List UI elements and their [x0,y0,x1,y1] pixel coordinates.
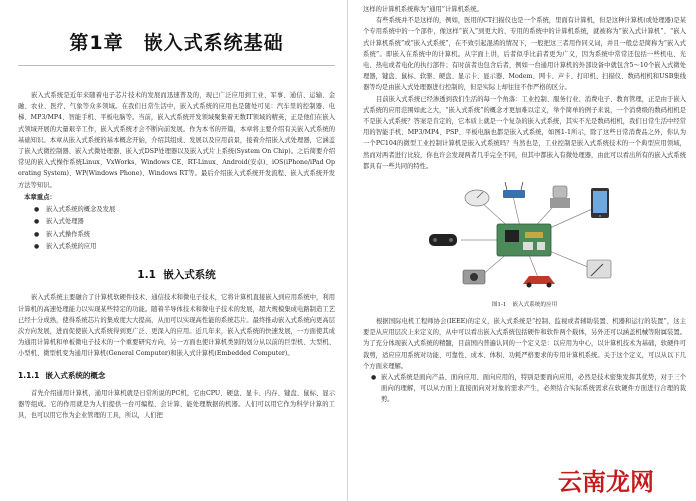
satellite-dish-icon [465,190,489,206]
router-icon [503,182,525,198]
body-paragraph: 这样的计算机系统称为“通用”计算机系统。 [363,6,483,13]
definition-bullet-text: 嵌入式系统是面向产品、面向应用、面向应用的，特别是要面向应用，必然是技术密集发挥其优势，对于三个面向的理解，可以从方面上直接面向对对象的需求产生，必须结合实际系统需求在软硬件方面进行合理的裁剪。 [381,374,686,404]
body-paragraph: 目前嵌入式系统已经渗透到我们生活的每一个角落：工业控制、服务行业、消费电子、教育管理，正是由于嵌入式系统的应用范围如此之大，“嵌入式系统”的概念才更加难以定义，举个简单的例子来说，一个消费级的数码相机是不是嵌入式系统？答案是肯定的，它本质上就是一个复杂的嵌入式系统，其实不光是数码相机，我们日常生活中经常用的智能手机、MP3/MP4、PSP、平板电脑也都是嵌入式系统，如图1-1所示，除了这些日常消费品之外，你认为一个PC104的微型工业控制计算机是嵌入式系统吗？当然也是，工业控制是嵌入式系统技术的一个典型应用领域，然而对两者进行比较，你也许会发现两者几乎完全不同，但其中都嵌入有微处理器，由此可以看出所有的嵌入式系统都具有一些共同的特性。 [363,95,686,170]
key-point-text: 嵌入式处理器 [46,218,84,226]
key-point-text: 嵌入式系统的概念及发展 [46,205,116,213]
definition-bullets [363,372,686,406]
key-point-item [34,241,335,253]
key-points-heading: 本章重点： [24,192,56,201]
intro-paragraph: 嵌入式系统是近年来随着电子芯片技术的发展而迅速普及的，现已广泛应用到工业、军事、通信、运输、金融、农业、医疗、气象等众多领域。在我们日常生活中，嵌入式系统的应用也是随处可见：汽车里的控制器、电梯、MP3/MP4、智能手机、平板电脑等。当前，嵌入式系统开发领域聚集着无数IT领域的精英，正是他们在嵌入式领域开展的大量艰辛工作，嵌入式系统才会不断向前发展。作为本书的开篇，本章将主要介绍有关嵌入式系统的基础知识。本章从嵌入式系统的基本概念开始，介绍其组成、发展以及应用前景，接着介绍嵌入式处理器，它涵盖了嵌入式微控制器、嵌入式微处理器、嵌入式DSP处理器以及嵌入式片上系统(System On Chip)。之后简要介绍常见的嵌入式操作系统Linux、VxWorks、Windows CE、RT-Linux、Android(安卓)、iOS(iPhone/iPad Operating System)、WP(Windows Phone)、Windows RT等。最后介绍嵌入式系统开发流程、嵌入式系统开发方法等知识。 [18,92,335,189]
figure-caption [363,300,686,308]
figure-embedded-applications [363,178,686,298]
figure-illustration [363,178,686,298]
definition-bullet-item [371,372,686,406]
key-point-item [34,204,335,216]
camera-icon [463,270,485,284]
subsection-paragraph: 首先介绍通用计算机，通用计算机就是日常所说的PC机，它由CPU、硬盘、显卡、内存、键盘、鼠标、显示器等组成。它的作用就是为人们提供一台可编程、会计算、能处理数据的机器。人们可以用它作为科学计算的工具，也可以用它作为企业管理的工具，所以，人们把 [18,389,335,420]
key-point-item [34,229,335,241]
key-point-item [34,216,335,228]
chapter-title: 第1章 嵌入式系统基础 [69,32,284,54]
robot-icon [550,186,570,208]
watermark-logo-icon [556,465,692,497]
bullet-icon: ● [34,243,40,251]
circuit-board-icon [497,224,551,256]
game-console-icon [429,234,457,246]
key-point-text: 嵌入式系统的应用 [46,243,97,251]
car-icon [523,276,555,288]
section-paragraph: 嵌入式系统主要融合了计算机软硬件技术、通信技术和微电子技术，它将计算机直接嵌入到应用系统中，利用计算机的高速处理能力以实现某些特定的功能。随着半导体技术和微电子技术的发展，超大规模集成电路制造工艺已经十分成熟，使得系统芯片的集成度大大提高，从而可以实现高性能的系统芯片。最终推动嵌入式系统向更高层次方向发展，进而促使嵌入式系统得到更广泛、更深入的应用。近几年来，嵌入式系统的快速发展，一方面使其成为通用计算机和单板微电子技术的一个重要研究方向，另一方面也使计算机类别的划分从以前的巨型机、大型机、小型机、微型机变为通用计算机(General Computer)和嵌入式计算机(Embedded Computer)。 [18,294,335,358]
bullet-icon: ● [34,205,40,213]
key-point-text: 嵌入式操作系统 [46,230,91,238]
subsection-number: 1.1.1 [18,370,40,380]
key-points-list [18,204,335,254]
figure-number: 图1-1 [491,302,507,309]
bullet-icon: ● [34,230,40,238]
svg-text:云南龙网: 云南龙网 [558,468,654,496]
body-paragraph: 根据国际电机工程师协会(IEEE)的定义，嵌入式系统是“控制、监视或者辅助装置、机器和运行的装置”，这主要是从应用层次上来定义的，从中可以看出嵌入式系统包括硬件和软件两个载体，另外还可以涵盖机械等附属装置。为了充分体现嵌入式系统的精髓，目前国内普遍认同的一个定义是：以应用为中心，以计算机技术为基础，软硬件可裁剪，适应应用系统对功能、可靠性、成本、体积、功耗严格要求的专用计算机系统。关于这个定义，可以从以下几个方面来理解。 [363,318,686,370]
subsection-title: 嵌入式系统的概念 [45,370,106,380]
smartphone-icon [591,188,609,218]
right-page [349,0,696,501]
tablet-icon [587,260,611,278]
bullet-icon: ● [371,374,377,382]
bullet-icon: ● [34,218,40,226]
site-watermark-logo [556,463,692,499]
section-title: 嵌入式系统 [163,269,216,282]
chapter-divider [18,65,335,66]
subsection-heading [18,370,335,381]
section-heading [18,267,335,282]
figure-caption-text: 嵌入式系统的应用 [512,302,558,309]
section-number: 1.1 [137,269,156,282]
body-paragraph: 有些系统并不是这样的，例如，医用的CT扫描仪也是一个系统，里面有计算机，但是这种计算机(或处理器)是某个专用系统中的一个部件，像这样“嵌入”到更大的、专用的系统中的计算机系统，就被称为“嵌入式计算机”、“嵌入式计算机系统”或“嵌入式系统”，在不致引起混淆的情况下，一般把这三者用作同义词，并且一般总是简称为“嵌入式系统”。即嵌入在系统中的计算机。从字面上讲，后者似乎比前者更为广义，因为系统中常常还包括一些机电、光电、热电或者电化的执行部件；有时前者也包含后者，例如一台通用计算机的外部设备中就包含5～10个嵌入式微处理器，键盘、鼠标、软驱、硬盘、显示卡、显示器、Modem、网卡、声卡、打印机、扫描仪、数码相机和USB集线器等均是由嵌入式处理器进行控制的，但是实际上却往往不作严格的区分。 [363,17,686,92]
